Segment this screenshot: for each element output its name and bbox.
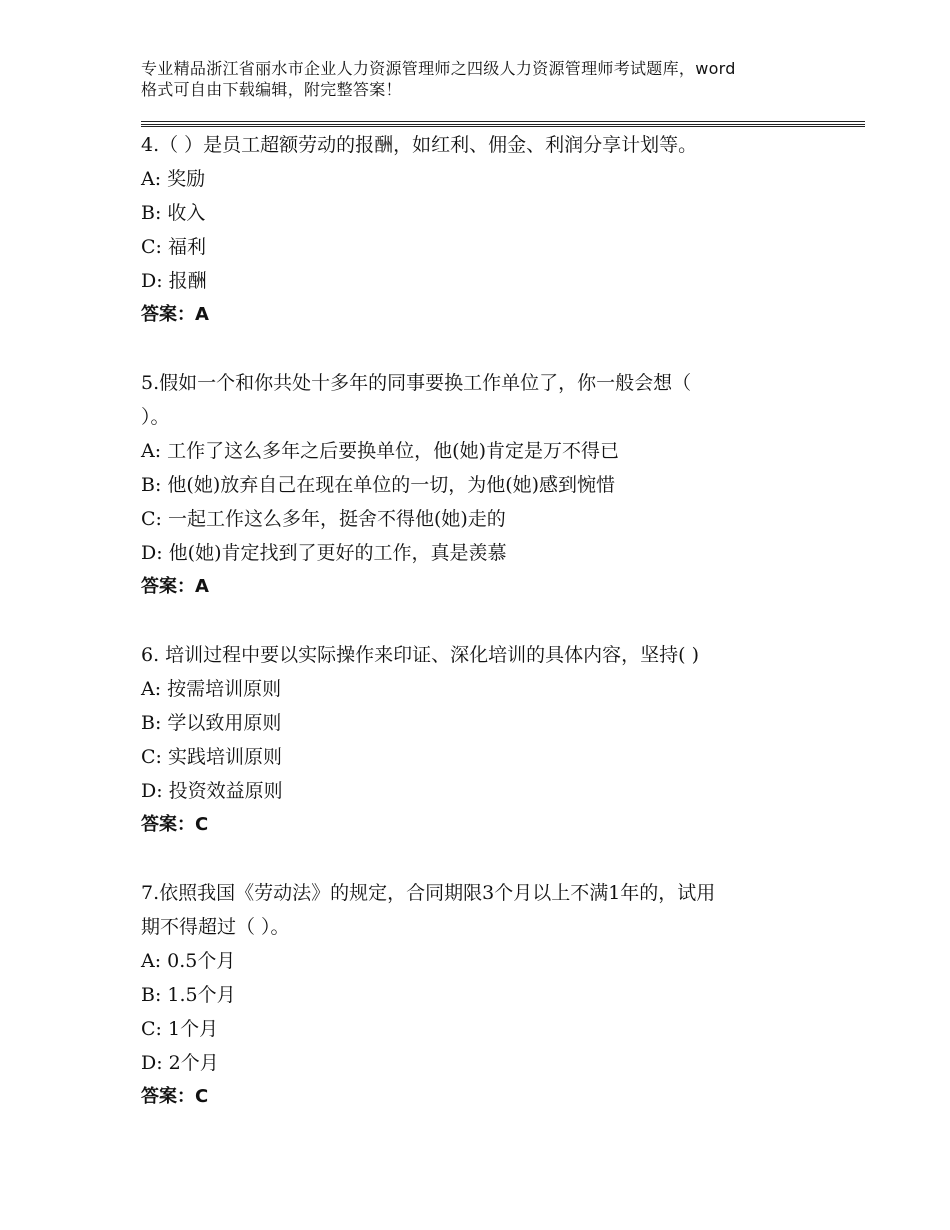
option-c: C: 1个月 xyxy=(141,1018,219,1040)
option-d: D: 投资效益原则 xyxy=(141,780,283,802)
option-a: A: 奖励 xyxy=(141,168,206,190)
question-6 xyxy=(141,638,831,842)
question-text-continued: ）。 xyxy=(141,406,170,428)
spacer xyxy=(141,604,831,638)
document-header xyxy=(141,58,831,100)
option-c: C: 实践培训原则 xyxy=(141,746,282,768)
option-d: D: 2个月 xyxy=(141,1052,219,1074)
header-divider xyxy=(141,124,865,125)
spacer xyxy=(141,842,831,876)
question-text-continued: 期不得超过（ ）。 xyxy=(141,916,290,938)
question-text: 4.（ ）是员工超额劳动的报酬，如红利、佣金、利润分享计划等。 xyxy=(141,134,698,156)
option-a: A: 0.5个月 xyxy=(141,950,236,972)
spacer xyxy=(141,332,831,366)
header-divider xyxy=(141,121,865,122)
option-b: B: 收入 xyxy=(141,202,206,224)
question-list xyxy=(141,128,831,1114)
header-line-1: 专业精品浙江省丽水市企业人力资源管理师之四级人力资源管理师考试题库，word xyxy=(141,59,736,78)
answer-label: 答案：A xyxy=(141,576,209,597)
option-a: A: 工作了这么多年之后要换单位，他(她)肯定是万不得已 xyxy=(141,440,619,462)
answer-label: 答案：A xyxy=(141,304,209,325)
answer-label: 答案：C xyxy=(141,1086,209,1107)
question-7 xyxy=(141,876,831,1114)
option-c: C: 一起工作这么多年，挺舍不得他(她)走的 xyxy=(141,508,506,530)
question-4 xyxy=(141,128,831,332)
option-c: C: 福利 xyxy=(141,236,206,258)
option-b: B: 学以致用原则 xyxy=(141,712,282,734)
option-b: B: 1.5个月 xyxy=(141,984,236,1006)
header-line-2: 格式可自由下载编辑，附完整答案！ xyxy=(141,80,402,99)
option-d: D: 他(她)肯定找到了更好的工作，真是羡慕 xyxy=(141,542,507,564)
answer-label: 答案：C xyxy=(141,814,209,835)
question-5 xyxy=(141,366,831,604)
option-d: D: 报酬 xyxy=(141,270,207,292)
question-text: 7.依照我国《劳动法》的规定，合同期限3个月以上不满1年的，试用 xyxy=(141,882,716,904)
option-a: A: 按需培训原则 xyxy=(141,678,282,700)
question-text: 6. 培训过程中要以实际操作来印证、深化培训的具体内容，坚持( ) xyxy=(141,644,700,666)
option-b: B: 他(她)放弃自己在现在单位的一切，为他(她)感到惋惜 xyxy=(141,474,616,496)
header-divider xyxy=(141,126,865,127)
question-text: 5.假如一个和你共处十多年的同事要换工作单位了，你一般会想（ xyxy=(141,372,692,394)
